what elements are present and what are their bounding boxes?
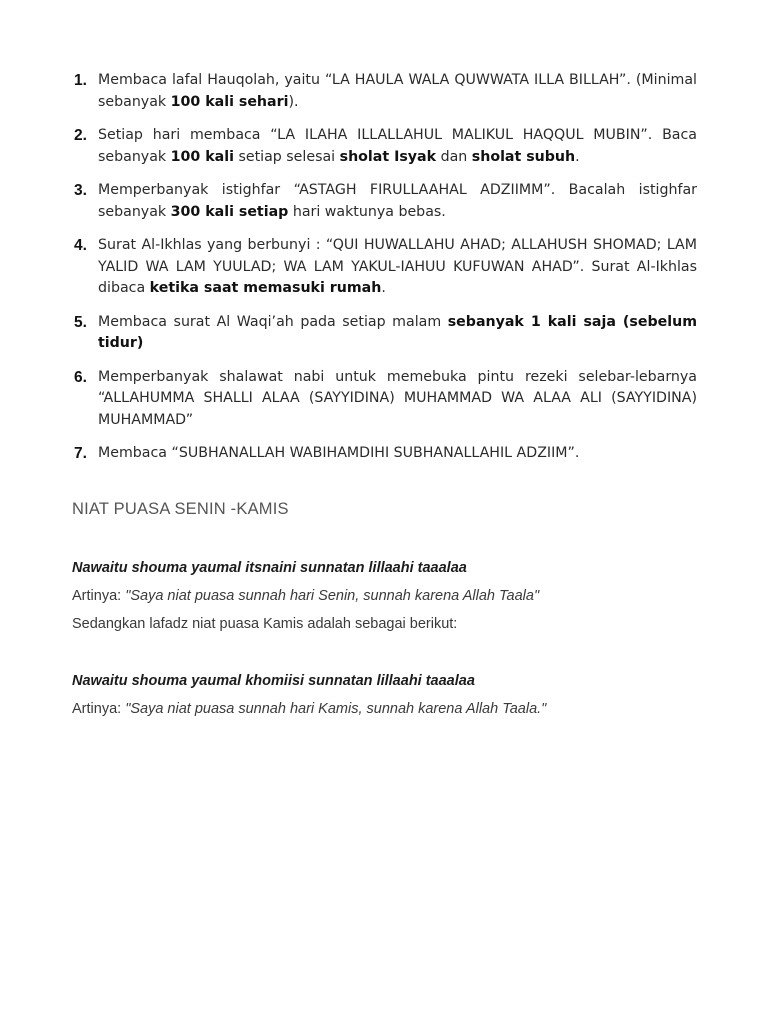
list-number: 4. [74, 237, 87, 254]
list-number: 7. [74, 445, 87, 462]
niat-senin-arti [72, 588, 539, 604]
item-text: setiap selesai [233, 148, 340, 165]
amalan-list [70, 70, 697, 477]
item-text: . [381, 280, 386, 296]
list-number: 2. [74, 127, 87, 144]
arti-label: Artinya: [72, 701, 126, 717]
item-text: . [575, 148, 580, 165]
item-text: hari waktunya bebas. [288, 203, 446, 220]
item-bold: sholat subuh [471, 148, 576, 165]
item-bold: ketika saat memasuki rumah [149, 280, 382, 296]
section-title: NIAT PUASA SENIN -KAMIS [72, 500, 289, 518]
niat-kamis-lafal: Nawaitu shouma yaumal khomiisi sunnatan lillaahi taaalaa [72, 673, 475, 689]
arti-label: Artinya: [72, 588, 126, 604]
item-bold: 300 kali setiap [170, 203, 289, 220]
list-number: 1. [74, 72, 87, 89]
item-text: Surat Al-Ikhlas yang berbunyi : “QUI HUWALLAHU AHAD; ALLAHUSH SHOMAD; LAM YALID WA LAM YUULAD; WA LAM YAKUL-IAHUU KUFUWAN AHAD”. Surat Al-Ikhlas dibaca [98, 237, 697, 296]
list-number: 3. [74, 182, 87, 199]
item-text: Membaca surat Al Waqi’ah pada setiap malam [98, 313, 448, 330]
arti-text: "Saya niat puasa sunnah hari Senin, sunnah karena Allah Taala" [125, 588, 540, 604]
arti-text: "Saya niat puasa sunnah hari Kamis, sunnah karena Allah Taala." [125, 701, 547, 717]
item-bold: 100 kali sehari [170, 93, 289, 110]
niat-kamis-arti [72, 701, 546, 717]
list-item [70, 312, 697, 355]
item-text: dan [436, 148, 472, 165]
list-item [70, 443, 697, 465]
list-number: 5. [74, 313, 87, 331]
item-text: Membaca lafal Hauqolah, yaitu “LA HAULA WALA QUWWATA ILLA BILLAH”. (Minimal sebanyak [98, 72, 697, 110]
item-bold: 100 kali [170, 148, 234, 165]
transition-text: Sedangkan lafadz niat puasa Kamis adalah sebagai berikut: [72, 616, 458, 632]
item-text: ). [288, 93, 299, 110]
item-bold: sebanyak 1 kali saja (sebelum tidur) [98, 313, 697, 351]
list-item [70, 367, 697, 432]
item-text: Memperbanyak istighfar “ASTAGH FIRULLAAHAL ADZIIMM”. Bacalah istighfar sebanyak [98, 182, 697, 220]
niat-senin-lafal: Nawaitu shouma yaumal itsnaini sunnatan lillaahi taaalaa [72, 560, 467, 576]
item-bold: sholat Isyak [339, 148, 437, 165]
list-item [70, 125, 697, 168]
list-number: 6. [74, 368, 87, 386]
list-item [70, 70, 697, 113]
item-text: Membaca “SUBHANALLAH WABIHAMDIHI SUBHANALLAHIL ADZIIM”. [98, 445, 580, 461]
list-item [70, 235, 697, 300]
item-text: Setiap hari membaca “LA ILAHA ILLALLAHUL MALIKUL HAQQUL MUBIN”. Baca sebanyak [98, 127, 697, 165]
item-text: Memperbanyak shalawat nabi untuk memebuka pintu rezeki selebar-lebarnya “ALLAHUMMA SHALLI ALAA (SAYYIDINA) MUHAMMAD WA ALAA ALI (SAYYIDINA) MUHAMMAD” [98, 368, 697, 428]
list-item [70, 180, 697, 223]
